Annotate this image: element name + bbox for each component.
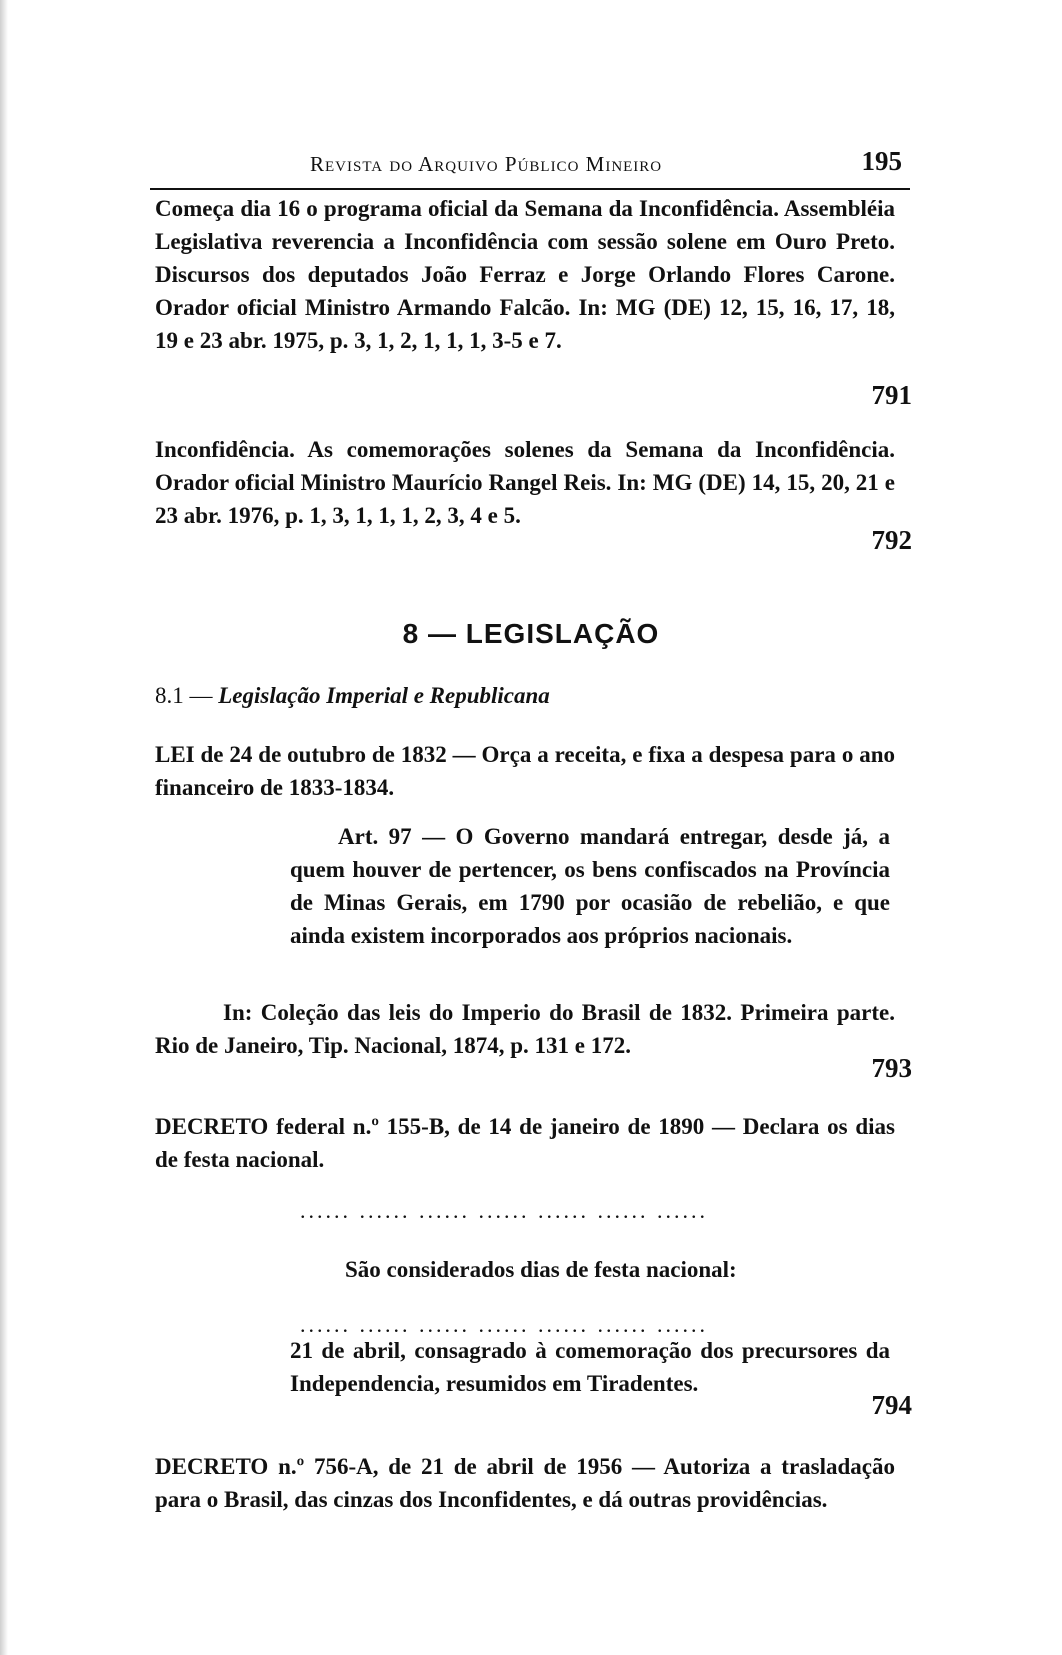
law-1832-citation: In: Coleção das leis do Imperio do Brasil de 1832. Primeira parte. Rio de Janeiro, Tip. Nacional, 1874, p. 131 e 172. [155, 1000, 895, 1058]
subsection-title: Legislação Imperial e Republicana [218, 683, 550, 708]
journal-title: Revista do Arquivo Público Mineiro [310, 152, 663, 176]
page-number: 195 [861, 146, 902, 176]
entry-number-792: 792 [871, 525, 912, 555]
subsection-heading [155, 683, 550, 709]
ellipsis-line-1: ...... ...... ...... ...... ...... ...... ...... [300, 1198, 708, 1223]
law-1832-heading: LEI de 24 de outubro de 1832 — Orça a receita, e fixa a despesa para o ano financeiro de 1833-1834. [155, 742, 895, 800]
entry-791-text: Começa dia 16 o programa oficial da Semana da Inconfidência. Assembléia Legislativa reverencia a Inconfidência com sessão solene em Ouro Preto. Discursos dos deputados João Ferraz e Jorge Orlando Flores Carone. Orador oficial Ministro Armando Falcão. In: MG (DE) 12, 15, 16, 17, 18, 19 e 23 abr. 1975, p. 3, 1, 2, 1, 1, 1, 3-5 e 7. [155, 196, 895, 353]
entry-number-791: 791 [871, 380, 912, 410]
law-1832-article [290, 820, 890, 952]
entry-number-794: 794 [871, 1390, 912, 1420]
decree-1890-intro: São considerados dias de festa nacional: [345, 1257, 737, 1282]
subsection-number: 8.1 — [155, 683, 213, 708]
entry-number-793: 793 [871, 1053, 912, 1083]
ellipsis-line-2: ...... ...... ...... ...... ...... ...... ...... [300, 1312, 708, 1337]
entry-792-text: Inconfidência. As comemorações solenes da Semana da Inconfidência. Orador oficial Ministro Maurício Rangel Reis. In: MG (DE) 14, 15, 20, 21 e 23 abr. 1976, p. 1, 3, 1, 1, 1, 2, 3, 4 e 5. [155, 437, 895, 528]
decree-1890-item: 21 de abril, consagrado à comemoração dos precursores da Independencia, resumidos em Tiradentes. [290, 1338, 890, 1396]
law-1832-article-text: Art. 97 — O Governo mandará entregar, desde já, a quem houver de pertencer, os bens confiscados na Província de Minas Gerais, em 1790 por ocasião de rebelião, e que ainda existem incorporados aos próprios nacionais. [290, 824, 890, 948]
decree-1890-heading: DECRETO federal n.º 155-B, de 14 de janeiro de 1890 — Declara os dias de festa nacional. [155, 1114, 895, 1172]
section-heading: 8 — LEGISLAÇÃO [402, 618, 660, 649]
decree-1956-heading: DECRETO n.º 756-A, de 21 de abril de 1956 — Autoriza a trasladação para o Brasil, das cinzas dos Inconfidentes, e dá outras providências. [155, 1454, 895, 1512]
running-header [150, 140, 910, 190]
